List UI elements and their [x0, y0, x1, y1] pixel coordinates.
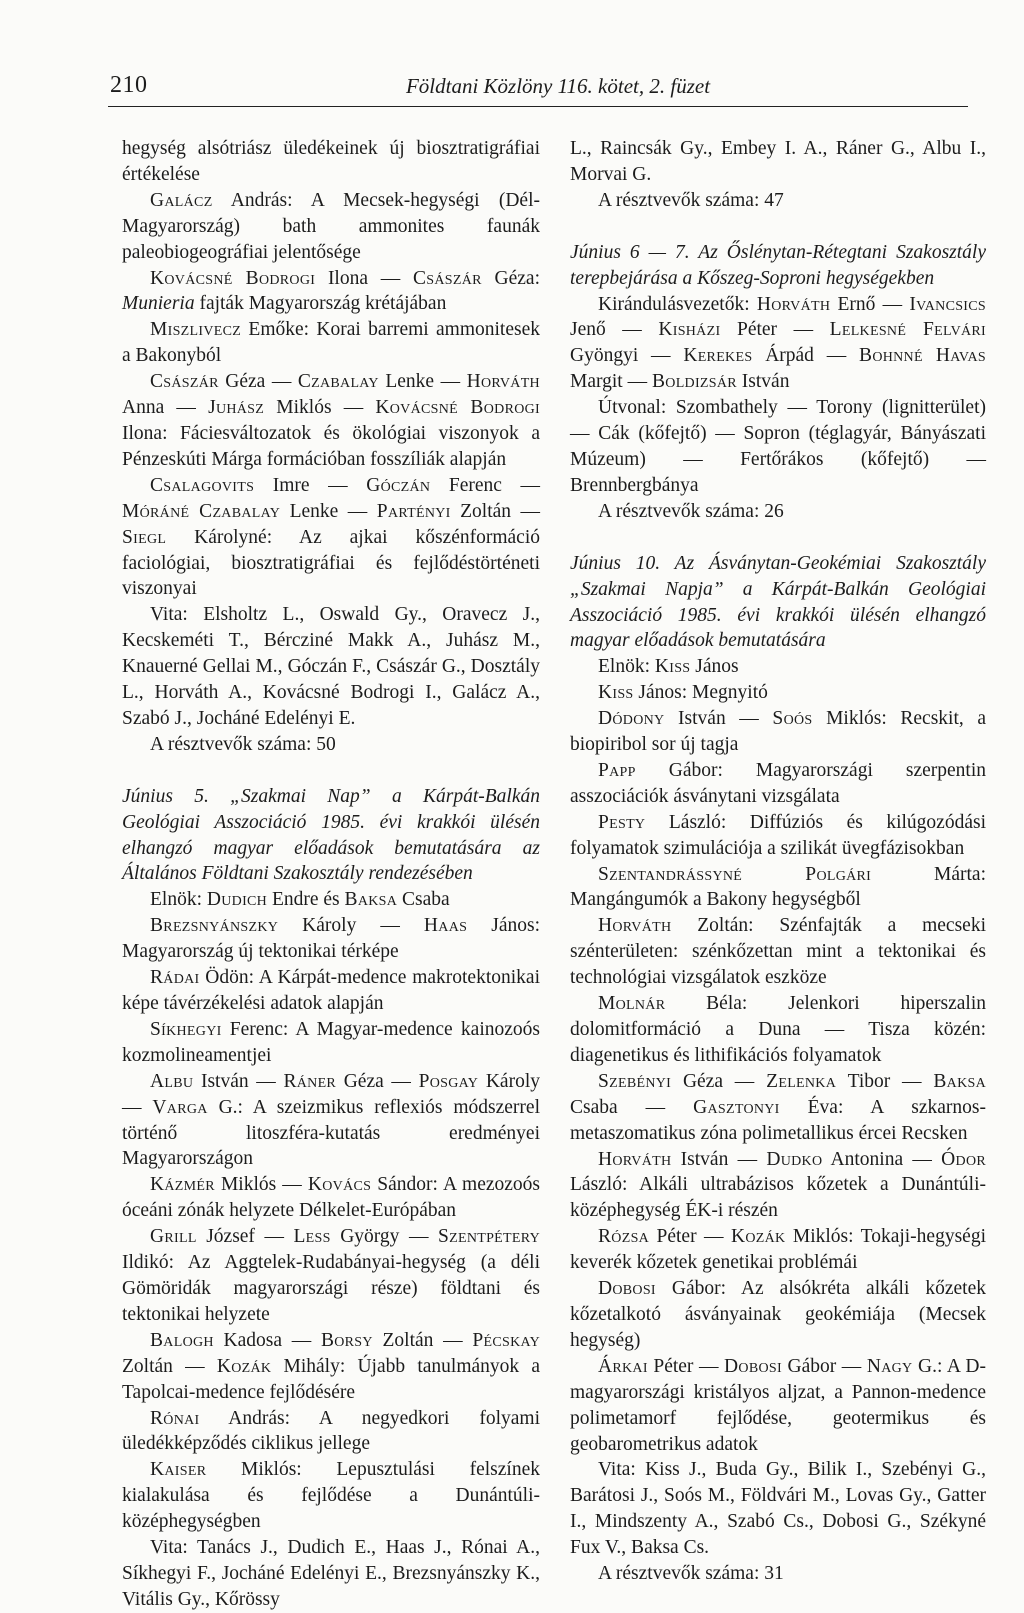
participant-count: A résztvevők száma: 47: [598, 189, 784, 211]
author-name: Soós: [772, 708, 813, 730]
lecture-entry: Császár Géza — Czabalay Lenke — Horváth Anna — Juhász Miklós — Kovácsné Bodrogi Ilona: Fáciesváltozatok és ökológiai viszonyok a Pénzeskúti Márga formációban fosszíliák alapján: [122, 371, 540, 470]
author-name: Lelkesné Felvári: [829, 319, 986, 341]
author-name: Pesty: [598, 811, 646, 833]
page-number: 210: [110, 72, 148, 98]
author-name: Rózsa: [598, 1226, 650, 1248]
author-name: Császár: [150, 371, 219, 393]
author-name: Kaiser: [150, 1459, 207, 1481]
lecture-entry: Papp Gábor: Magyarországi szerpentin asszociációk ásványtani vizsgálata: [570, 759, 986, 807]
author-name: Kovácsné Bodrogi: [375, 397, 540, 419]
author-name: Árkai: [598, 1355, 648, 1377]
lecture-entry: Rádai Ödön: A Kárpát-medence makrotektonikai képe távérzékelési adatok alapján: [122, 967, 540, 1014]
author-name: Dudich: [206, 889, 268, 911]
author-name: Szentandrássyné Polgári: [598, 863, 872, 885]
guides-line: Kirándulásvezetők: Horváth Ernő — Ivancsics Jenő — Kisházi Péter — Lelkesné Felvári Gyöngyi — Kerekes Árpád — Bohnné Havas Margit — Boldizsár István: [570, 293, 986, 393]
lecture-entry: Horváth Zoltán: Szénfajták a mecseki szénterületen: szénkőzettan mint a tektonikai és technológiai vizsgálatok eszköze: [570, 915, 986, 989]
author-name: Szentpétery: [437, 1226, 540, 1248]
author-name: Borsy: [320, 1329, 373, 1351]
lecture-entry: Kaiser Miklós: Lepusztulási felszínek kialakulása és fejlődése a Dunántúli-középhegységben: [122, 1459, 540, 1533]
author-name: Nagy: [866, 1355, 913, 1377]
lecture-entry: Kázmér Miklós — Kovács Sándor: A mezozoós óceáni zónák helyzete Délkelet-Európában: [122, 1174, 540, 1222]
author-name: Gasztonyi: [693, 1096, 780, 1118]
author-name: Miszlivecz: [150, 319, 242, 341]
author-name: Siegl: [122, 526, 167, 548]
chair-line: Elnök: Dudich Endre és Baksa Csaba: [150, 889, 450, 911]
author-name: Móráné Czabalay: [122, 500, 281, 522]
author-name: Csalagovits: [150, 474, 255, 496]
discussion: Vita: Kiss J., Buda Gy., Bilik I., Szebényi G., Barátosi J., Soós M., Földvári M., Lovas Gy., Gatter I., Mindszenty A., Szabó Cs., Dobosi G., Székyné Fux V., Baksa Cs.: [570, 1459, 986, 1559]
running-title: Földtani Közlöny 116. kötet, 2. füzet: [405, 74, 711, 98]
author-name: Czabalay: [297, 371, 379, 393]
author-name: Molnár: [598, 993, 666, 1015]
author-name: Kerekes: [683, 345, 753, 367]
author-name: Baksa: [933, 1070, 986, 1092]
participant-count: A résztvevők száma: 26: [598, 500, 784, 522]
event-heading: Június 10. Az Ásványtan-Geokémiai Szakosztály „Szakmai Napja” a Kárpát-Balkán Geológiai Asszociáció 1985. évi krakkói ülésén elhangzó magyar előadások bemutatására: [570, 552, 986, 652]
author-name: Pécskay: [472, 1329, 541, 1351]
lecture-entry: Galácz András: A Mecsek-hegységi (Dél-Magyarország) bath ammonites faunák paleobiogeográfiai jelentősége: [122, 189, 540, 263]
author-name: Papp: [598, 759, 636, 781]
lecture-entry: Molnár Béla: Jelenkori hiperszalin dolomitformáció a Duna — Tisza közén: diagenetikus és lithifikációs folyamatok: [570, 993, 986, 1066]
author-name: Horváth: [598, 1148, 672, 1170]
route-line: Útvonal: Szombathely — Torony (lignitterület) — Cák (kőfejtő) — Sopron (téglagyár, Bányászati Múzeum) — Fertőrákos (kőfejtő) — Brennbergbánya: [570, 397, 986, 496]
author-name: Galácz: [150, 189, 213, 211]
author-name: Kiss: [598, 682, 634, 704]
lecture-entry: Dobosi Gábor: Az alsókréta alkáli kőzetek kőzetalkotó ásványainak geokémiája (Mecsek hegység): [570, 1278, 986, 1351]
author-name: Posgay: [418, 1070, 479, 1092]
lecture-entry: Albu István — Ráner Géza — Posgay Károly — Varga G.: A szeizmikus reflexiós módszerrel történő litoszféra-kutatás eredményei Magyarországon: [122, 1070, 540, 1170]
author-name: Grill: [150, 1226, 197, 1248]
participant-count: A résztvevők száma: 31: [598, 1563, 784, 1585]
author-name: Bohnné Havas: [859, 345, 986, 367]
author-name: Rónai: [150, 1407, 200, 1429]
author-name: Horváth: [756, 293, 831, 315]
lecture-entry: Kovácsné Bodrogi Ilona — Császár Géza: Munieria fajták Magyarország krétájában: [122, 267, 541, 315]
author-name: Haas: [423, 915, 468, 937]
author-name: Varga: [152, 1096, 208, 1118]
author-name: Less: [293, 1226, 331, 1248]
lecture-entry: Horváth István — Dudko Antonina — Ódor László: Alkáli ultrabázisos kőzetek a Dunántúli-középhegység ÉK-i részén: [570, 1148, 986, 1222]
author-name: Horváth: [466, 371, 540, 393]
lecture-entry: Síkhegyi Ferenc: A Magyar-medence kainozoós kozmolineamentjei: [122, 1018, 540, 1066]
lecture-entry: Árkai Péter — Dobosi Gábor — Nagy G.: A D-magyarországi kristályos aljzat, a Pannon-medence polimetamorf fejlődése, geotermikus és geobarometrikus adatok: [570, 1355, 986, 1455]
chair-line: Elnök: Kiss János: [598, 656, 739, 678]
author-name: Kovács: [307, 1174, 372, 1196]
discussion: Vita: Elsholtz L., Oswald Gy., Oravecz J., Kecskeméti T., Bércziné Makk A., Juhász M., Knauerné Gellai M., Góczán F., Császár G., Dosztály L., Horváth A., Kovácsné Bodrogi I., Galácz A., Szabó J., Jocháné Edelényi E.: [122, 604, 540, 729]
left-column: [122, 136, 540, 1613]
author-name: Kisházi: [658, 319, 721, 341]
discussion: Vita: Tanács J., Dudich E., Haas J., Rónai A., Síkhegyi F., Jocháné Edelényi E., Brezsnyánszky K., Vitális Gy., Kőrössy: [122, 1537, 540, 1610]
lecture-entry: Grill József — Less György — Szentpétery Ildikó: Az Aggtelek-Rudabányai-hegység (a déli Gömöridák magyarországi része) földtani és tektonikai helyzete: [122, 1226, 540, 1325]
author-name: Boldizsár: [651, 371, 737, 393]
author-name: Kozák: [730, 1226, 786, 1248]
author-name: Császár: [413, 267, 482, 289]
lecture-entry: Szentandrássyné Polgári Márta: Mangángumók a Bakony hegységből: [570, 863, 986, 911]
right-column: [570, 136, 986, 1587]
author-name: Ivancsics: [909, 293, 986, 315]
author-name: Zelenka: [766, 1070, 837, 1092]
author-name: Partényi: [376, 500, 451, 522]
lecture-entry: Rózsa Péter — Kozák Miklós: Tokaji-hegységi keverék kőzetek genetikai problémái: [570, 1226, 986, 1274]
lecture-entry: Rónai András: A negyedkori folyami üledékképződés ciklikus jellege: [122, 1407, 540, 1455]
author-name: Horváth: [598, 915, 672, 937]
taxon-name: Munieria: [122, 293, 195, 315]
lecture-entry: Pesty László: Diffúziós és kilúgozódási folyamatok szimulációja a szilikát üvegfázisokban: [570, 811, 986, 859]
lecture-entry: Dódony István — Soós Miklós: Recskit, a biopiribol sor új tagja: [570, 708, 987, 756]
author-name: Síkhegyi: [150, 1018, 222, 1040]
author-name: Kozák: [216, 1355, 272, 1377]
author-name: Brezsnyánszky: [150, 915, 279, 937]
author-name: Albu: [150, 1070, 194, 1092]
author-name: Baksa: [344, 889, 398, 911]
author-name: Rádai: [150, 967, 200, 989]
lecture-entry: Balogh Kadosa — Borsy Zoltán — Pécskay Zoltán — Kozák Mihály: Újabb tanulmányok a Tapolcai-medence fejlődésére: [122, 1329, 541, 1403]
lecture-entry: Szebényi Géza — Zelenka Tibor — Baksa Csaba — Gasztonyi Éva: A szkarnos-metaszomatikus zóna polimetallikus ércei Recsken: [570, 1070, 986, 1144]
author-name: Kázmér: [150, 1174, 215, 1196]
lecture-entry: Brezsnyánszky Károly — Haas János: Magyarország új tektonikai térképe: [122, 915, 541, 963]
author-name: Juhász: [208, 397, 265, 419]
author-name: Dobosi: [598, 1278, 656, 1300]
author-name: Ráner: [283, 1070, 337, 1092]
lecture-entry: Kiss János: Megnyitó: [598, 682, 768, 704]
author-name: Dudko: [766, 1148, 823, 1170]
event-heading: Június 6 — 7. Az Őslénytan-Rétegtani Szakosztály terepbejárása a Kőszeg-Soproni hegységekben: [570, 241, 986, 289]
author-name: Balogh: [150, 1329, 214, 1351]
discussion-continued: L., Raincsák Gy., Embey I. A., Ráner G., Albu I., Morvai G.: [570, 138, 986, 185]
author-name: Kiss: [654, 656, 691, 678]
event-heading: Június 5. „Szakmai Nap” a Kárpát-Balkán Geológiai Asszociáció 1985. évi krakkói ülésén elhangzó magyar előadások bemutatására az Általános Földtani Szakosztály rendezésében: [122, 785, 540, 885]
lecture-entry: Csalagovits Imre — Góczán Ferenc — Móráné Czabalay Lenke — Partényi Zoltán — Siegl Károlyné: Az ajkai kőszénformáció faciológiai, biosztratigráfiai és fejlődéstörténeti viszonyai: [122, 474, 540, 600]
author-name: Kovácsné Bodrogi: [150, 267, 316, 289]
author-name: Dobosi: [724, 1355, 782, 1377]
author-name: Szebényi: [598, 1070, 672, 1092]
author-name: Góczán: [366, 474, 431, 496]
page-header: [108, 72, 968, 107]
participant-count: A résztvevők száma: 50: [150, 733, 336, 755]
author-name: Dódony: [598, 708, 665, 730]
continued-title: hegység alsótriász üledékeinek új biosztratigráfiai értékelése: [122, 138, 540, 185]
author-name: Ódor: [941, 1148, 986, 1170]
lecture-entry: Miszlivecz Emőke: Korai barremi ammonitesek a Bakonyból: [122, 319, 540, 367]
